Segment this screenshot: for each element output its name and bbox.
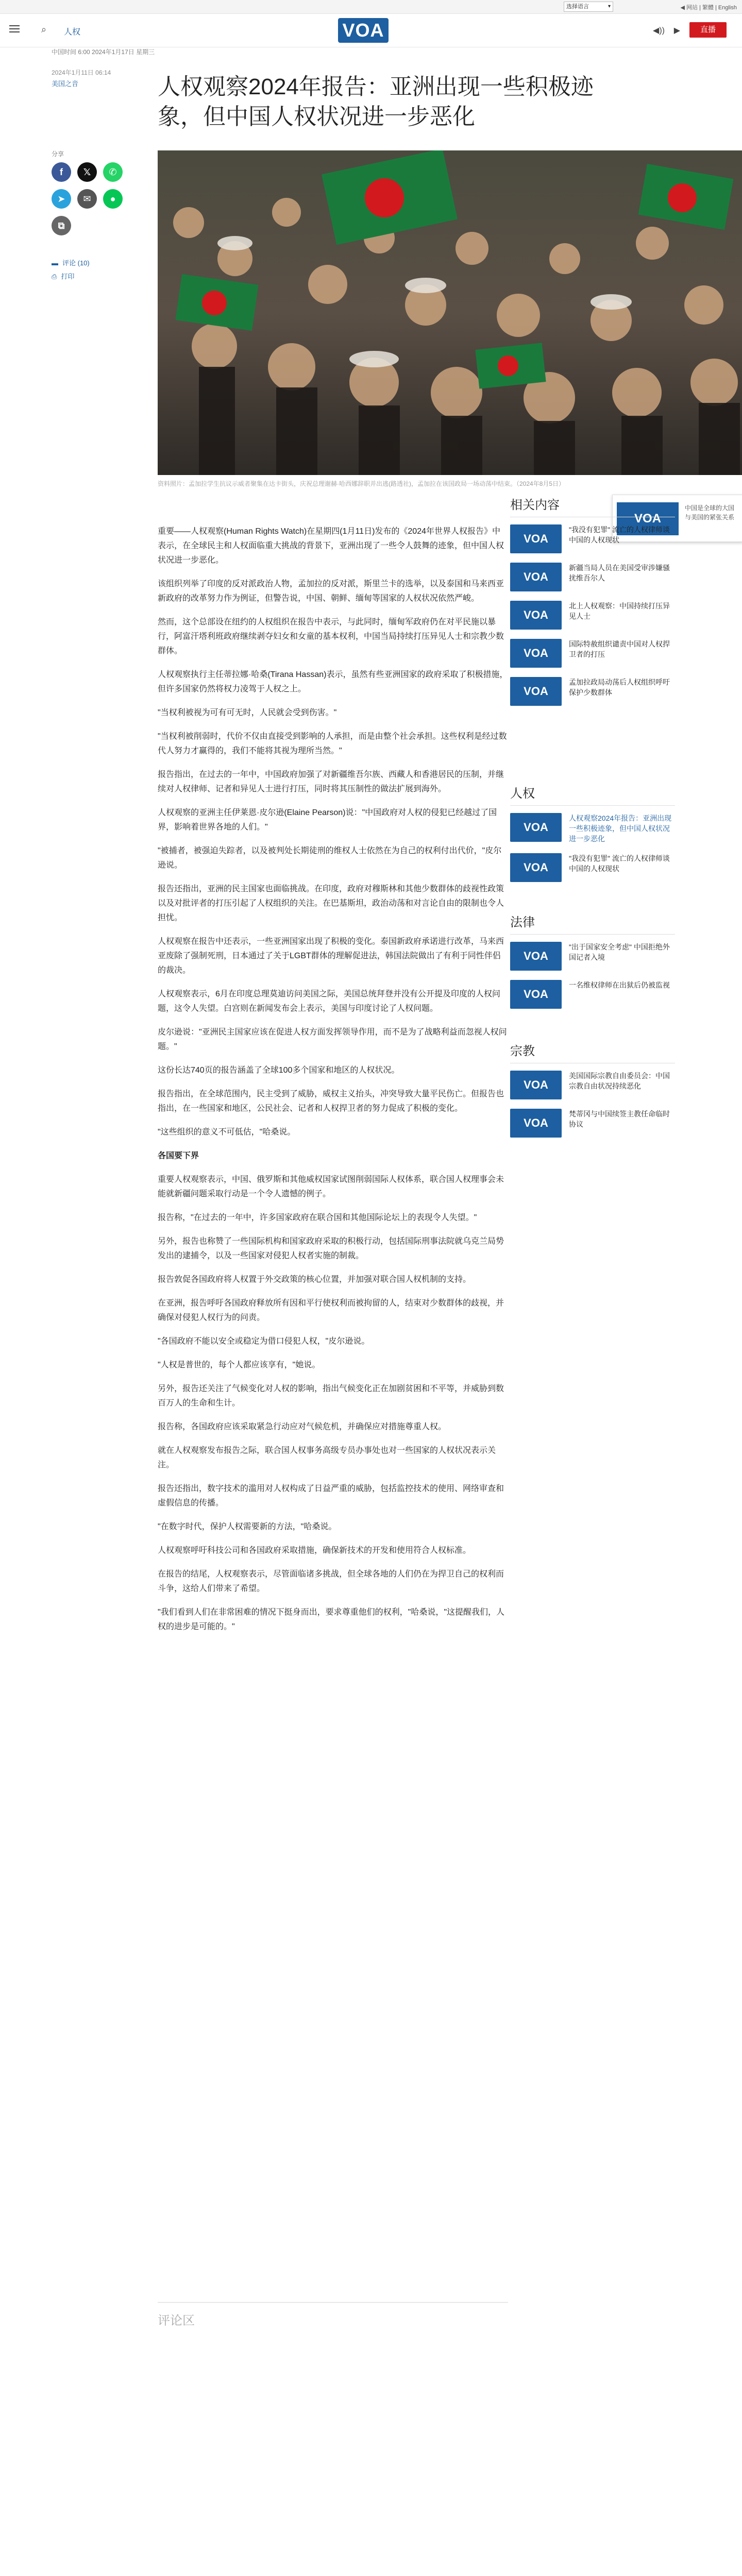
comment-icon: ▬	[52, 259, 58, 267]
comments-link[interactable]: ▬ 评论 (10)	[52, 259, 90, 267]
live-button[interactable]: 直播	[689, 22, 727, 38]
image-caption: 资料照片：孟加拉学生抗议示威者聚集在达卡街头，庆祝总理谢赫·哈西娜辞职并出逃(路透社)，孟加拉在该国政局一场动荡中结束。（2024年8月5日）	[158, 480, 565, 487]
whatsapp-icon[interactable]: ✆	[103, 162, 123, 182]
article-paragraph: 然而，这个总部设在纽约的人权组织在报告中表示，与此同时，缅甸军政府仍在对平民施以暴行，阿富汗塔利班政府继续剥夺妇女和女童的基本权利，中国当局持续打压异见人士和宗教少数群体。	[158, 618, 504, 655]
religion-thumbnail[interactable]: VOA	[510, 1109, 562, 1138]
article-subheading: 各国要下界	[158, 1151, 199, 1160]
print-icon: ⎙	[52, 273, 57, 280]
law-item[interactable]: VOA 一名维权律师在出狱后仍被监视	[510, 980, 675, 1009]
video-thumbnail[interactable]: VOA	[617, 502, 679, 535]
law-thumbnail[interactable]: VOA	[510, 980, 562, 1009]
article-paragraph: "人权是普世的，每个人都应该享有，"她说。	[158, 1361, 321, 1369]
hero-image	[158, 150, 742, 475]
article-paragraph: 在亚洲，报告呼吁各国政府释放所有因和平行使权利而被拘留的人，结束对少数群体的歧视，并确保对侵犯人权行为的问责。	[158, 1299, 504, 1322]
article-paragraph: 在报告的结尾，人权观察表示，尽管面临诸多挑战，但全球各地的人们仍在为捍卫自己的权利而斗争，这给人们带来了希望。	[158, 1570, 504, 1593]
line-icon[interactable]: ●	[103, 189, 123, 209]
audio-icon[interactable]: ◀))	[653, 26, 665, 35]
related-thumbnail[interactable]: VOA	[510, 524, 562, 553]
religion-section	[510, 1041, 675, 1147]
related-thumbnail[interactable]: VOA	[510, 639, 562, 668]
article-paragraph: "当权利被削弱时，代价不仅由直接受到影响的人承担，而是由整个社会承担。这些权利是经过数代人努力才赢得的，我们不能将其视为理所当然。"	[158, 732, 507, 755]
article-paragraph: 报告还指出，数字技术的滥用对人权构成了日益严重的威胁，包括监控技术的使用、网络审查和虚假信息的传播。	[158, 1484, 504, 1507]
copy-link-icon[interactable]: ⧉	[52, 216, 71, 235]
rights-item[interactable]: VOA "我没有犯罪" 流亡的人权律师谈中国的人权现状	[510, 853, 675, 882]
article-paragraph: 报告还指出，亚洲的民主国家也面临挑战。在印度，政府对穆斯林和其他少数群体的歧视性政策以及对批评者的打压引起了人权组织的关注。在巴基斯坦，政治动荡和对言论自由的限制也令人担忧。	[158, 885, 504, 922]
share-label: 分享	[52, 150, 64, 158]
article-paragraph: 重要——人权观察(Human Rights Watch)在星期四(1月11日)发布的《2024年世界人权报告》中表示，在全球民主和人权面临重大挑战的背景下，亚洲出现了一些令人鼓舞的迹象，但中国人权状况进一步恶化。	[158, 527, 504, 565]
religion-heading[interactable]: 宗教	[510, 1041, 675, 1063]
top-links[interactable]: ◀ 网站 | 繁體 | English	[680, 5, 737, 11]
top-strip	[0, 0, 742, 14]
author-link[interactable]: 美国之音	[52, 80, 79, 88]
video-icon[interactable]: ▶	[673, 26, 680, 35]
religion-item[interactable]: VOA 美国国际宗教自由委员会：中国宗教自由状况持续恶化	[510, 1071, 675, 1099]
article-paragraph: 重要人权观察表示，中国、俄罗斯和其他威权国家试图削弱国际人权体系，联合国人权理事会未能就新疆问题采取行动是一个令人遗憾的例子。	[158, 1175, 504, 1198]
facebook-icon[interactable]: f	[52, 162, 71, 182]
law-heading[interactable]: 法律	[510, 912, 675, 935]
article-paragraph: 报告称，各国政府应该采取紧急行动应对气候危机，并确保应对措施尊重人权。	[158, 1422, 447, 1431]
article-body	[158, 524, 508, 1643]
law-section	[510, 912, 675, 1018]
rights-item[interactable]: VOA 人权观察2024年报告：亚洲出现一些积极迹象，但中国人权状况进一步恶化	[510, 813, 675, 844]
law-item[interactable]: VOA "出于国家安全考虑" 中国拒绝外国记者入境	[510, 942, 675, 971]
article-paragraph: 人权观察表示，6月在印度总理莫迪访问美国之际，美国总统拜登并没有公开提及印度的人权问题，这令人失望。白宫则在新闻发布会上表示，美国与印度讨论了人权问题。	[158, 990, 500, 1013]
related-item[interactable]: VOA 新疆当局人员在美国受审涉嫌骚扰维吾尔人	[510, 563, 675, 591]
publish-date: 2024年1月11日 06:14	[52, 69, 111, 76]
rights-heading[interactable]: 人权	[510, 783, 675, 806]
share-panel	[52, 149, 123, 243]
meta-line: 中国时间 6:00 2024年1月17日 星期三	[52, 48, 155, 56]
religion-item[interactable]: VOA 梵蒂冈与中国续签主教任命临时协议	[510, 1109, 675, 1138]
article-paragraph: "各国政府不能以安全或稳定为借口侵犯人权，"皮尔逊说。	[158, 1337, 370, 1346]
menu-icon[interactable]	[9, 25, 20, 32]
article-paragraph: 另外，报告还关注了气候变化对人权的影响，指出气候变化正在加剧贫困和不平等，并威胁到数百万人的生命和生计。	[158, 1384, 504, 1408]
article-paragraph: "当权利被视为可有可无时，人民就会受到伤害。"	[158, 708, 337, 717]
article-paragraph: 报告敦促各国政府将人权置于外交政策的核心位置，并加强对联合国人权机制的支持。	[158, 1275, 471, 1284]
related-thumbnail[interactable]: VOA	[510, 677, 562, 706]
x-twitter-icon[interactable]: 𝕏	[77, 162, 97, 182]
telegram-icon[interactable]: ➤	[52, 189, 71, 209]
article-paragraph: 报告称，"在过去的一年中，许多国家政府在联合国和其他国际论坛上的表现令人失望。"	[158, 1213, 477, 1222]
search-icon[interactable]: ⌕	[41, 24, 47, 35]
article-paragraph: 报告指出，在全球范围内，民主受到了威胁，威权主义抬头，冲突导致大量平民伤亡。但报告也指出，在一些国家和地区，公民社会、记者和人权捍卫者的努力促成了积极的变化。	[158, 1090, 504, 1113]
email-icon[interactable]: ✉	[77, 189, 97, 209]
article-paragraph: "在数字时代，保护人权需要新的方法，"哈桑说。	[158, 1522, 337, 1531]
rights-thumbnail[interactable]: VOA	[510, 813, 562, 842]
article-paragraph: 人权观察在报告中还表示，一些亚洲国家出现了积极的变化。泰国新政府承诺进行改革，马来西亚废除了强制死刑，日本通过了关于LGBT群体的理解促进法，韩国法院做出了有利于同性伴侣的裁决。	[158, 937, 504, 975]
article-paragraph: 人权观察的亚洲主任伊莱恩·皮尔逊(Elaine Pearson)说："中国政府对人权的侵犯已经越过了国界，影响着世界各地的人们。"	[158, 808, 497, 832]
video-title[interactable]: 中国是全球的大国与美国的紧张关系	[685, 504, 735, 521]
site-header	[0, 14, 742, 47]
article-paragraph: 就在人权观察发布报告之际，联合国人权事务高级专员办事处也对一些国家的人权状况表示关注。	[158, 1446, 496, 1469]
related-content	[510, 495, 675, 715]
article-paragraph: 皮尔逊说："亚洲民主国家应该在促进人权方面发挥领导作用，而不是为了战略利益而忽视人权问题。"	[158, 1028, 507, 1051]
related-item[interactable]: VOA "我没有犯罪" 流亡的人权律师谈中国的人权现状	[510, 524, 675, 553]
related-thumbnail[interactable]: VOA	[510, 563, 562, 591]
article-paragraph: 报告指出，在过去的一年中，中国政府加强了对新疆维吾尔族、西藏人和香港居民的压制，并继续对人权律师、记者和异见人士进行打压，同时将其压制性的做法扩展到海外。	[158, 770, 504, 793]
article-paragraph: 人权观察执行主任蒂拉娜·哈桑(Tirana Hassan)表示，虽然有些亚洲国家的政府采取了积极措施，但许多国家仍然将权力凌驾于人权之上。	[158, 670, 508, 693]
related-item[interactable]: VOA 孟加拉政局动荡后人权组织呼吁保护少数群体	[510, 677, 675, 706]
rights-section	[510, 783, 675, 891]
article-paragraph: 人权观察呼吁科技公司和各国政府采取措施，确保新技术的开发和使用符合人权标准。	[158, 1546, 471, 1555]
print-link[interactable]: ⎙ 打印	[52, 273, 75, 280]
rights-thumbnail[interactable]: VOA	[510, 853, 562, 882]
related-item[interactable]: VOA 国际特赦组织谴责中国对人权捍卫者的打压	[510, 639, 675, 668]
article-paragraph: "这些组织的意义不可低估，"哈桑说。	[158, 1128, 296, 1137]
crowd-photo	[158, 150, 742, 475]
page-title: 人权观察2024年报告：亚洲出现一些积极迹象，但中国人权状况进一步恶化	[158, 74, 594, 129]
article-paragraph: "被捕者，被强迫失踪者，以及被判处长期徒刑的维权人士依然在为自己的权利付出代价，"皮尔逊说。	[158, 846, 502, 870]
law-thumbnail[interactable]: VOA	[510, 942, 562, 971]
related-item[interactable]: VOA 北上人权观察：中国持续打压异见人士	[510, 601, 675, 630]
voa-logo[interactable]: VOA	[338, 18, 389, 43]
article-paragraph: 该组织列举了印度的反对派政治人物，孟加拉的反对派，斯里兰卡的选举，以及泰国和马来西亚新政府的改革努力作为例证，但警告说，中国、朝鲜、缅甸等国家的人权状况依然严峻。	[158, 580, 504, 603]
article-paragraph: 这份长达740页的报告涵盖了全球100多个国家和地区的人权状况。	[158, 1066, 400, 1075]
language-select[interactable]: 选择语言 ▾	[564, 2, 613, 12]
related-heading: 相关内容	[510, 495, 675, 517]
article-paragraph: "我们看到人们在非常困难的情况下挺身而出，要求尊重他们的权利，"哈桑说，"这提醒我们，人权的进步是可能的。"	[158, 1608, 505, 1631]
section-link[interactable]: 人权	[64, 28, 81, 37]
related-thumbnail[interactable]: VOA	[510, 601, 562, 630]
comments-section[interactable]: 评论区	[158, 2302, 508, 2328]
article-paragraph: 另外，报告也称赞了一些国际机构和国家政府采取的积极行动，包括国际刑事法院就乌克兰局势发出的逮捕令，以及一些国家对侵犯人权者实施的制裁。	[158, 1237, 504, 1260]
religion-thumbnail[interactable]: VOA	[510, 1071, 562, 1099]
